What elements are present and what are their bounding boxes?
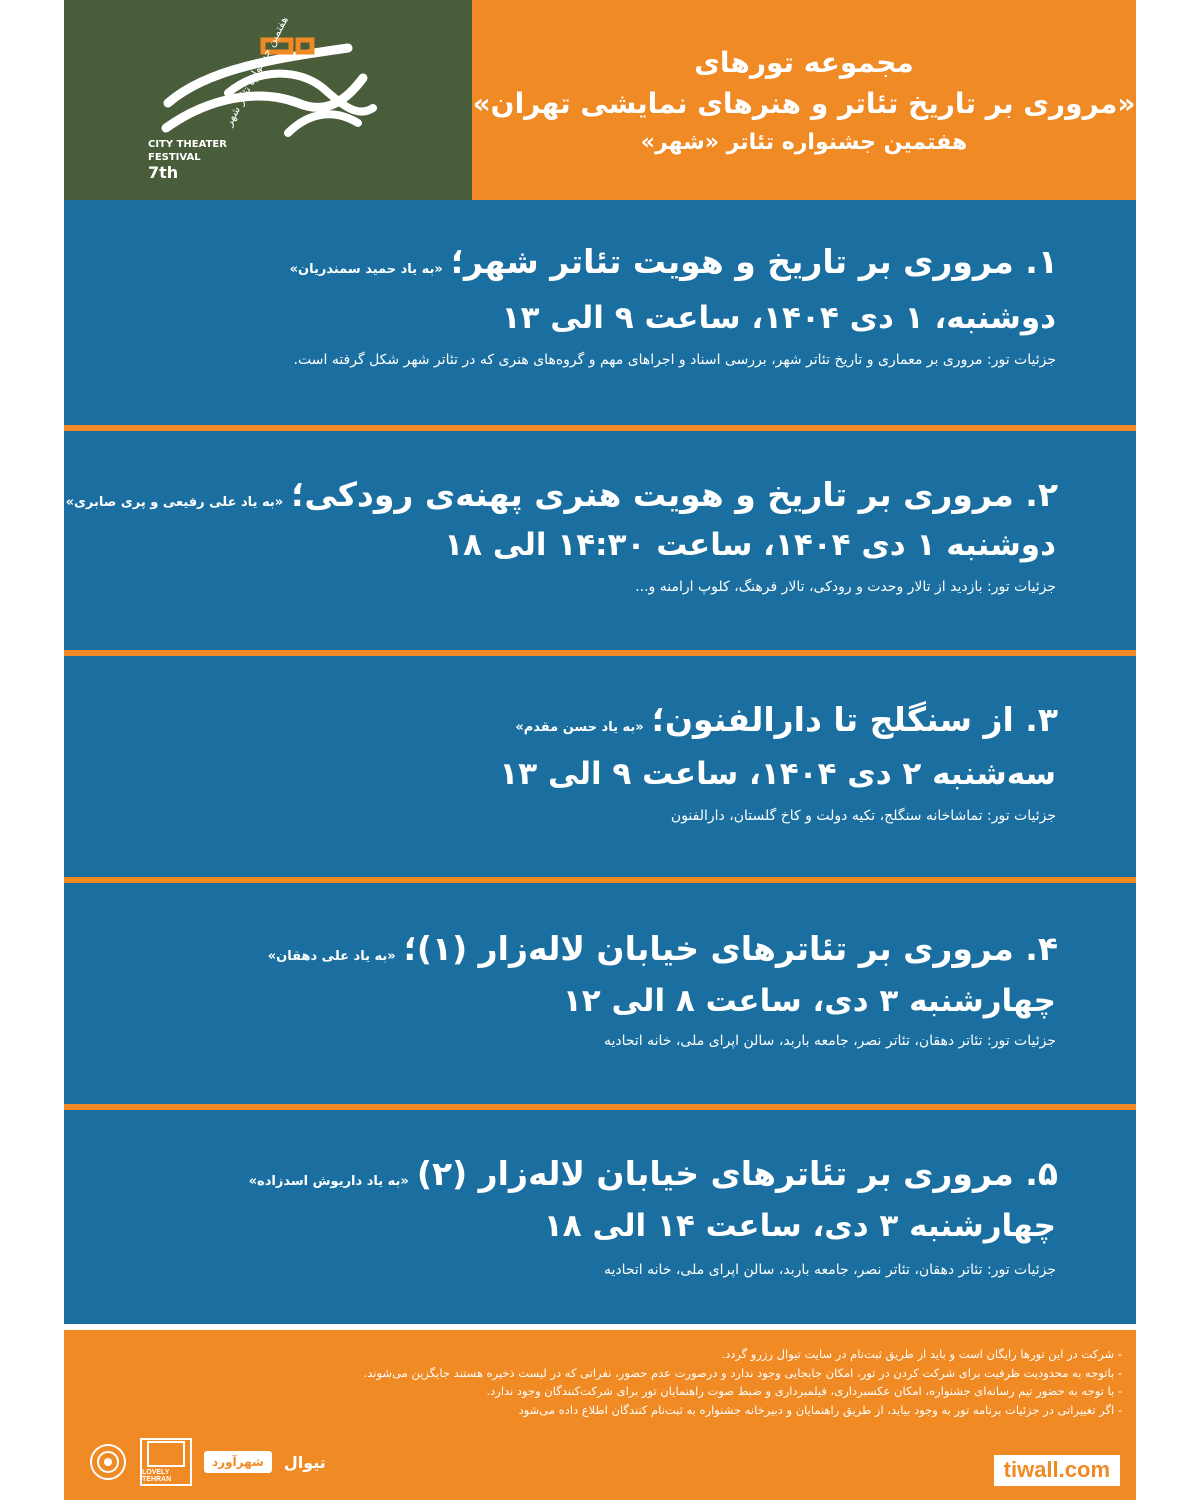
sponsor-logos [88,1438,326,1486]
note-item: - اگر تغییراتی در جزئیات برنامه تور به وجود بیاید، از طریق راهنمایان و دبیرخانه جشنواره به ثبت‌نام کنندگان اطلاع داده می‌شود [518,1402,1122,1417]
municipality-logo-icon [88,1442,128,1482]
logo-city-theater: CITY THEATER [148,139,227,150]
lovely-tehran-logo [140,1438,192,1486]
notes-list [364,1345,1122,1419]
tour-details: جزئیات تور: تماشاخانه سنگلج، تکیه دولت و کاخ گلستان، دارالفنون [670,808,1056,824]
tour-details: جزئیات تور: مروری بر معماری و تاریخ تئاتر شهر، بررسی اسناد و اجراهای مهم و گروه‌های هنری که در تئاتر شهر شکل گرفته است. [293,352,1056,368]
note-item: - با توجه به حضور تیم رسانه‌ای جشنواره، امکان عکسبرداری، فیلمبرداری و ضبط صوت راهنمایان تور برای شرکت‌کنندگان وجود ندارد. [486,1384,1122,1398]
title-panel [472,0,1136,200]
notes-panel [64,1330,1136,1500]
festival-logo-panel [64,0,472,200]
tour-title-row [290,242,1058,281]
tiwall-url-link[interactable]: tiwall.com [994,1455,1120,1486]
note-item: - شرکت در این تورها رایگان است و باید از طریق ثبت‌نام در سایت تیوال رزرو گردد. [721,1347,1122,1361]
tour-details: جزئیات تور: تئاتر دهقان، تئاتر نصر، جامعه باربد، سالن اپرای ملی، خانه اتحادیه [603,1033,1056,1049]
title-line-3: هفتمین جشنواره تئاتر «شهر» [640,129,968,155]
tour-memorial: «به یاد حمید سمندریان» [289,262,443,277]
tour-item-1 [64,200,1136,425]
tour-title: ۴. مروری بر تئاترهای خیابان لاله‌زار (۱)؛ [403,929,1058,968]
tour-date: چهارشنبه ۳ دی، ساعت ۱۴ الی ۱۸ [543,1208,1056,1244]
logo-edition-number: 7th [148,163,179,182]
tour-details: جزئیات تور: بازدید از تالار وحدت و رودکی، تالار فرهنگ، کلوپ ارامنه و... [635,579,1056,595]
lovely-tehran-label: LOVELY TEHRAN [142,1469,172,1483]
tour-memorial: «به یاد علی دهقان» [267,949,396,964]
tour-list [64,200,1136,1324]
tour-item-5 [64,1110,1136,1324]
tour-title-row [268,929,1058,968]
tour-memorial: «به یاد داریوش اسدزاده» [248,1174,409,1189]
tour-date: دوشنبه ۱ دی ۱۴۰۴، ساعت ۱۴:۳۰ الی ۱۸ [444,527,1056,563]
note-item: - باتوجه به محدودیت ظرفیت برای شرکت کردن در تور، امکان جابجایی وجود ندارد و درصورت عدم حضور، نفراتی که در لیست ذخیره هستند جایگزین می‌شوند. [363,1365,1122,1380]
tour-details: جزئیات تور: تئاتر دهقان، تئاتر نصر، جامعه باربد، سالن اپرای ملی، خانه اتحادیه [603,1262,1056,1278]
tour-title-row [66,475,1058,514]
tour-date: چهارشنبه ۳ دی، ساعت ۸ الی ۱۲ [562,983,1056,1019]
poster [64,0,1136,1500]
tour-title-row [249,1154,1058,1193]
tour-date: سه‌شنبه ۲ دی ۱۴۰۴، ساعت ۹ الی ۱۳ [499,756,1056,792]
logo-festival: FESTIVAL [148,152,201,163]
title-line-2: «مروری بر تاریخ تئاتر و هنرهای نمایشی تهران» [472,86,1136,120]
tour-title: ۳. از سنگلج تا دارالفنون؛ [651,700,1058,739]
tour-memorial: «به یاد حسن مقدم» [515,720,644,735]
logo-english-text [148,138,227,182]
title-line-1: مجموعه تورهای [694,45,914,79]
tour-title: ۲. مروری بر تاریخ و هویت هنری پهنه‌ی رودکی؛ [291,475,1058,514]
tour-item-3 [64,656,1136,877]
header [64,0,1136,200]
tour-date: دوشنبه، ۱ دی ۱۴۰۴، ساعت ۹ الی ۱۳ [501,300,1056,336]
logo-persian-text: هفتمین جشنواره تئاتر شهر [222,14,291,129]
tour-item-2 [64,431,1136,650]
tiwall-logo: تیوال [283,1452,326,1472]
shahr-logo: شهرآورد [204,1451,272,1473]
tour-title: ۵. مروری بر تئاترهای خیابان لاله‌زار (۲) [416,1154,1058,1193]
tour-item-4 [64,883,1136,1104]
tour-title: ۱. مروری بر تاریخ و هویت تئاتر شهر؛ [450,242,1058,281]
tour-memorial: «به یاد علی رفیعی و پری صابری» [65,495,284,510]
tour-title-row [515,700,1058,739]
